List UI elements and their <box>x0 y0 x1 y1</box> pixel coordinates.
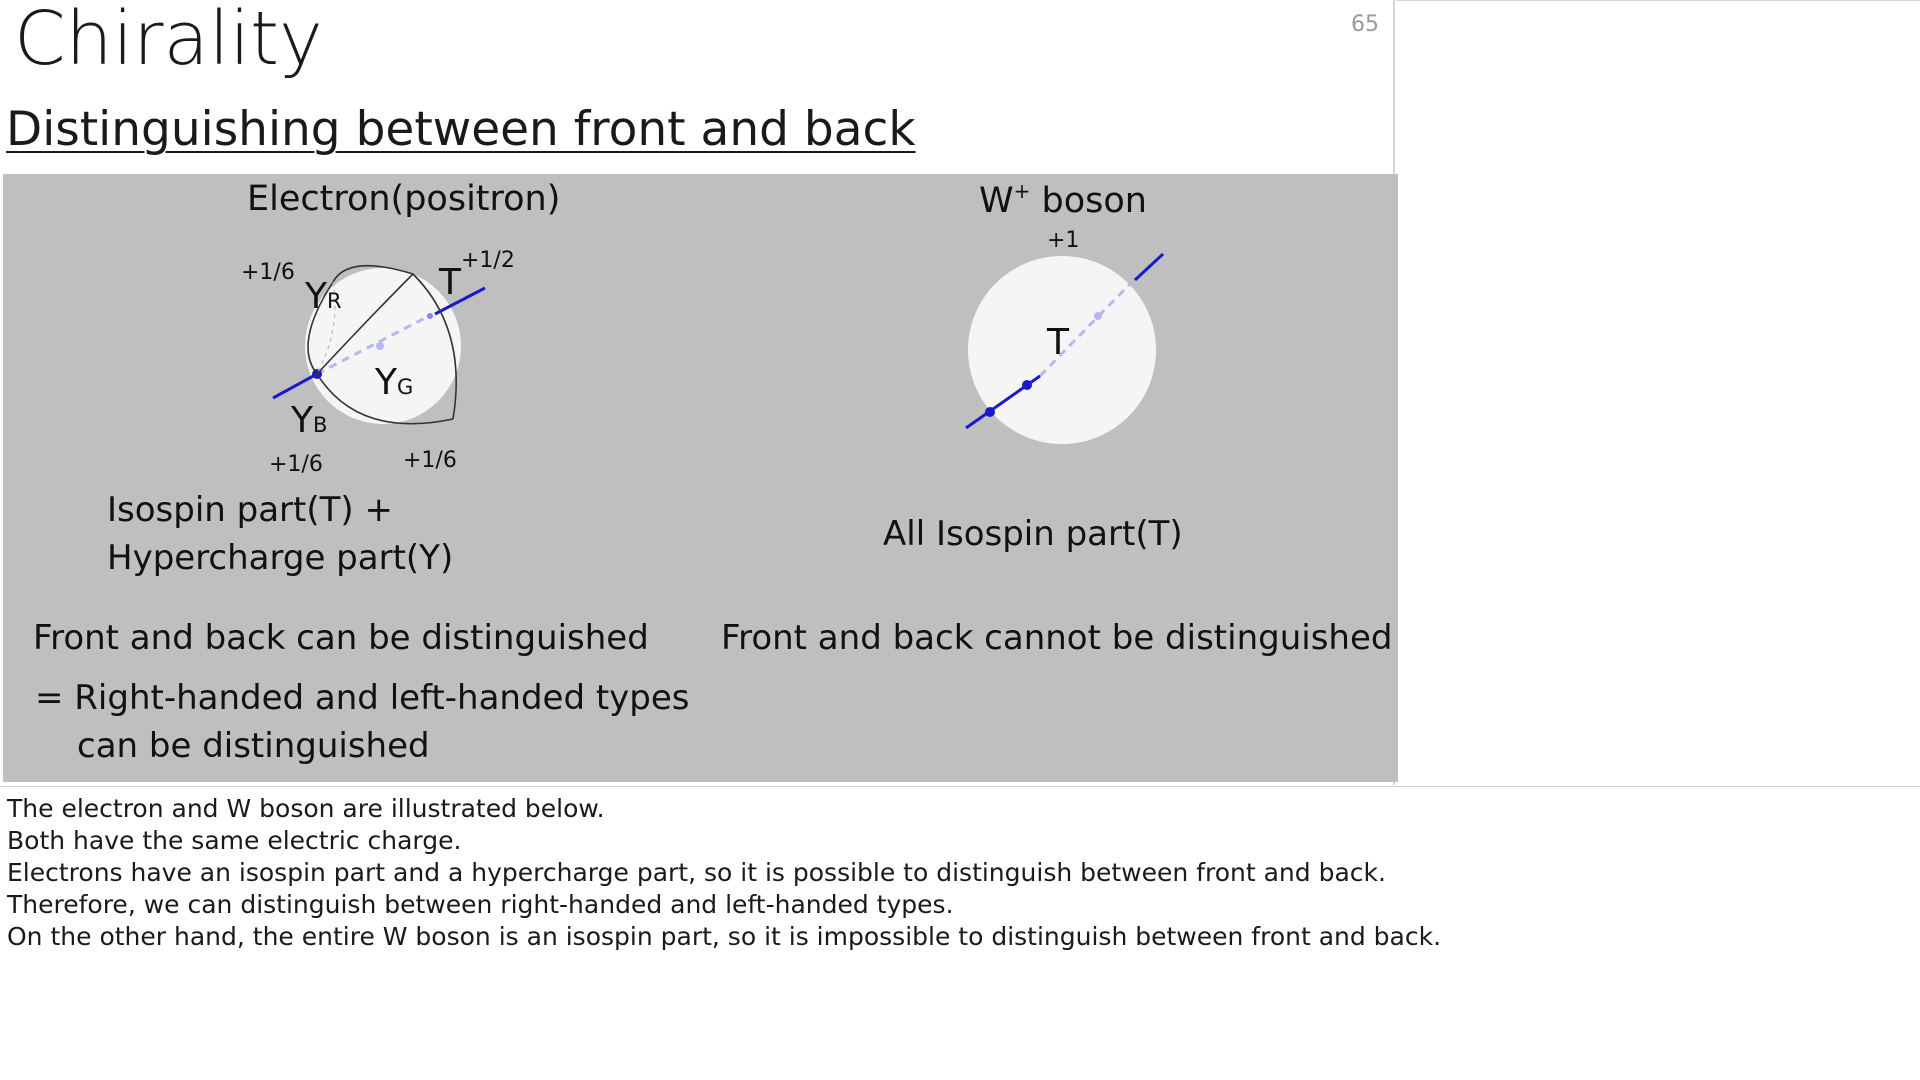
wboson-axis-label: T <box>1047 322 1069 363</box>
electron-charge-top-left: +1/6 <box>241 260 295 285</box>
electron-region-r-label: YR <box>305 276 342 317</box>
speaker-notes <box>0 786 1920 1080</box>
electron-charge-bottom-right: +1/6 <box>403 448 457 473</box>
slide-subtitle: Distinguishing between front and back <box>6 102 916 157</box>
electron-region-b-label: YB <box>291 400 328 441</box>
wboson-charge-top: +1 <box>1047 228 1080 253</box>
electron-desc-line1: Isospin part(T) + <box>107 490 393 530</box>
electron-axis-back-dot <box>427 313 433 319</box>
electron-region-g-label: YG <box>375 362 414 403</box>
electron-axis-center-dot <box>376 342 384 350</box>
electron-axis-label: T <box>439 262 461 303</box>
electron-charge-top-right: +1/2 <box>461 248 515 273</box>
electron-equals-line1: = Right-handed and left-handed types <box>35 678 690 718</box>
diagram-panel <box>3 174 1398 782</box>
wboson-axis-back <box>1135 254 1163 280</box>
side-panel <box>1396 0 1920 785</box>
electron-axis-front <box>273 374 317 398</box>
electron-conclusion: Front and back can be distinguished <box>33 618 649 658</box>
wboson-desc: All Isospin part(T) <box>883 514 1183 554</box>
notes-line: Therefore, we can distinguish between right-handed and left-handed types. <box>7 890 954 919</box>
slide-title: Chirality <box>14 0 323 82</box>
notes-line: On the other hand, the entire W boson is an isospin part, so it is impossible to distinguish between front and back. <box>7 922 1442 951</box>
page-number: 65 <box>1351 12 1379 37</box>
electron-charge-bottom-left: +1/6 <box>269 452 323 477</box>
wboson-axis-center-dot <box>1094 312 1102 320</box>
electron-desc-line2: Hypercharge part(Y) <box>107 538 454 578</box>
electron-equals-line2: can be distinguished <box>77 726 430 766</box>
notes-line: Both have the same electric charge. <box>7 826 462 855</box>
wboson-axis-front-dot-inner <box>1022 380 1032 390</box>
wboson-title: W+ boson <box>979 179 1147 221</box>
notes-line: The electron and W boson are illustrated below. <box>7 794 605 823</box>
wboson-conclusion: Front and back cannot be distinguished <box>721 618 1393 658</box>
electron-title: Electron(positron) <box>247 179 561 219</box>
wboson-axis-front-dot-outer <box>985 407 995 417</box>
notes-line: Electrons have an isospin part and a hypercharge part, so it is possible to distinguish between front and back. <box>7 858 1386 887</box>
